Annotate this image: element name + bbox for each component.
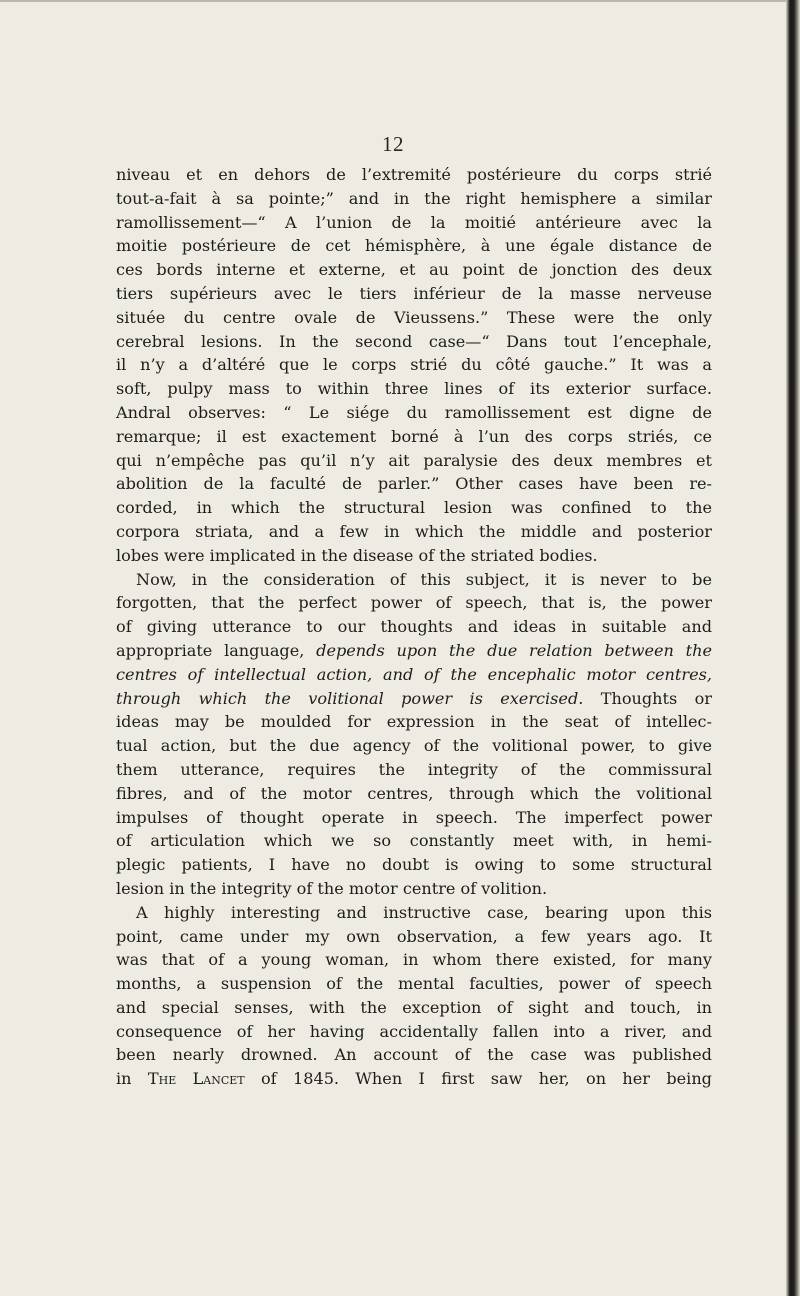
text-line: tual action, but the due agency of the volitional power, to give bbox=[116, 736, 712, 756]
text-line: cerebral lesions. In the second case—“ Dans tout l’encephale, bbox=[116, 331, 712, 351]
text-line: been nearly drowned. An account of the case was published bbox=[116, 1045, 712, 1065]
italic-text: depends upon the due relation between the bbox=[316, 640, 712, 660]
text-line: and special senses, with the exception of sight and touch, in bbox=[116, 997, 712, 1017]
text-line: Now, in the consideration of this subject, it is never to be bbox=[136, 569, 712, 589]
text-line: moitie postérieure de cet hémisphère, à une égale distance de bbox=[116, 236, 712, 256]
journal-title: The Lancet bbox=[147, 1069, 245, 1089]
text-line: ideas may be moulded for expression in the seat of intellec- bbox=[116, 712, 712, 732]
page-binding-edge bbox=[786, 0, 800, 1296]
text-line: impulses of thought operate in speech. The imperfect power bbox=[116, 807, 712, 827]
text-line bbox=[116, 663, 712, 687]
page-number: 12 bbox=[382, 132, 404, 156]
text-line: them utterance, requires the integrity of the commissural bbox=[116, 759, 712, 779]
top-edge-rule bbox=[0, 0, 786, 2]
text-line bbox=[116, 687, 712, 711]
text-line: was that of a young woman, in whom there existed, for many bbox=[116, 950, 712, 970]
text-line: soft, pulpy mass to within three lines of its exterior surface. bbox=[116, 379, 712, 399]
text-line: Andral observes: “ Le siége du ramollissement est digne de bbox=[116, 402, 712, 422]
text-line: niveau et en dehors de l’extremité postérieure du corps strié bbox=[116, 165, 712, 184]
text-line: point, came under my own observation, a few years ago. It bbox=[116, 926, 712, 946]
text-line: corded, in which the structural lesion was confined to the bbox=[116, 498, 712, 518]
italic-text: centres of intellectual action, and of the encephalic motor centres, bbox=[116, 664, 712, 684]
text-line: of articulation which we so constantly meet with, in hemi- bbox=[116, 831, 712, 851]
text-line: of giving utterance to our thoughts and ideas in suitable and bbox=[116, 617, 712, 637]
text-line: plegic patients, I have no doubt is owing to some structural bbox=[116, 855, 712, 875]
text-line: lobes were implicated in the disease of the striated bodies. bbox=[116, 545, 598, 565]
italic-text: through which the volitional power is exercised. bbox=[116, 688, 584, 708]
text-line: forgotten, that the perfect power of speech, that is, the power bbox=[116, 593, 712, 613]
text-line: A highly interesting and instructive case, bearing upon this bbox=[136, 902, 712, 922]
text-segment: appropriate language, bbox=[116, 640, 317, 660]
text-line: tout-a-fait à sa pointe;” and in the right hemisphere a similar bbox=[116, 188, 712, 208]
text-line: située du centre ovale de Vieussens.” These were the only bbox=[116, 307, 712, 327]
text-line: remarque; il est exactement borné à l’un des corps striés, ce bbox=[116, 426, 712, 446]
text-line: fibres, and of the motor centres, through which the volitional bbox=[116, 783, 712, 803]
text-line bbox=[116, 1067, 712, 1091]
text-line: qui n’empêche pas qu’il n’y ait paralysie des deux membres et bbox=[116, 450, 712, 470]
text-line: months, a suspension of the mental faculties, power of speech bbox=[116, 974, 712, 994]
text-line: tiers supérieurs avec le tiers inférieur de la masse nerveuse bbox=[116, 283, 712, 303]
text-line: corpora striata, and a few in which the middle and posterior bbox=[116, 521, 712, 541]
text-line: consequence of her having accidentally fallen into a river, and bbox=[116, 1021, 712, 1041]
text-line: lesion in the integrity of the motor centre of volition. bbox=[116, 878, 548, 898]
text-segment: in bbox=[116, 1069, 148, 1089]
text-line: il n’y a d’altéré que le corps strié du côté gauche.” It was a bbox=[116, 355, 712, 375]
text-line: abolition de la faculté de parler.” Other cases have been re- bbox=[116, 474, 712, 494]
text-line bbox=[116, 639, 712, 663]
text-segment: of 1845. When I first saw her, on her being bbox=[244, 1069, 712, 1089]
text-segment: Thoughts or bbox=[583, 688, 712, 708]
body-text bbox=[116, 163, 712, 1091]
text-line: ces bords interne et externe, et au point de jonction des deux bbox=[116, 260, 712, 280]
text-line: ramollissement—“ A l’union de la moitié antérieure avec la bbox=[116, 212, 712, 232]
